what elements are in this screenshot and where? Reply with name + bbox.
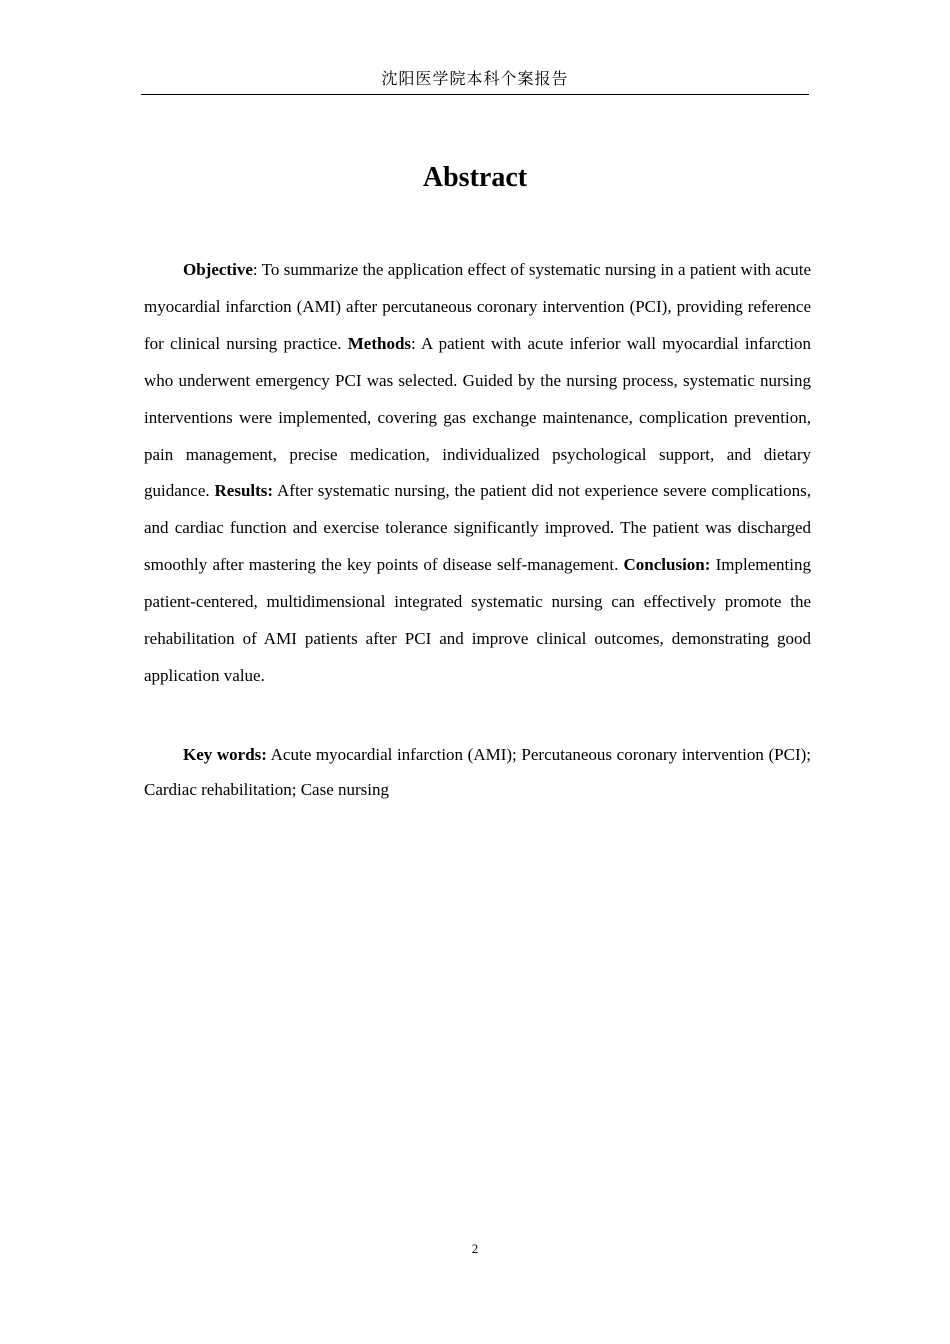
page-number: 2	[471, 1241, 479, 1256]
conclusion-text: Implementing patient-centered, multidimensional integrated systematic nursing can effectively promote the rehabilitation of AMI patients after PCI and improve clinical outcomes, demonstrating good application value.	[144, 555, 811, 685]
keywords-text: Acute myocardial infarction (AMI); Percutaneous coronary intervention (PCI); Cardiac rehabilitation; Case nursing	[144, 745, 811, 799]
results-label: Results:	[214, 481, 274, 501]
keywords-label: Key words:	[183, 745, 267, 764]
conclusion-label: Conclusion:	[623, 555, 711, 575]
abstract-paragraph	[144, 252, 811, 695]
objective-label: Objective	[183, 260, 253, 279]
abstract-title: Abstract	[422, 162, 528, 193]
header-rule	[141, 94, 809, 95]
methods-text: : A patient with acute inferior wall myocardial infarction who underwent emergency PCI was selected. Guided by the nursing process, systematic nursing interventions were implemented, covering gas exchange maintenance, complication prevention, pain management, precise medication, individualized psychological support, and dietary guidance.	[144, 333, 811, 501]
results-text: After systematic nursing, the patient did not experience severe complications, and cardiac function and exercise tolerance significantly improved. The patient was discharged smoothly after mastering the key points of disease self-management.	[144, 481, 811, 575]
objective-text: : To summarize the application effect of systematic nursing in a patient with acute myocardial infarction (AMI) after percutaneous coronary intervention (PCI), providing reference for clinical nursing practice.	[144, 260, 811, 353]
keywords-paragraph	[144, 737, 811, 807]
running-header: 沈阳医学院本科个案报告	[381, 69, 569, 88]
methods-label: Methods	[347, 333, 412, 353]
